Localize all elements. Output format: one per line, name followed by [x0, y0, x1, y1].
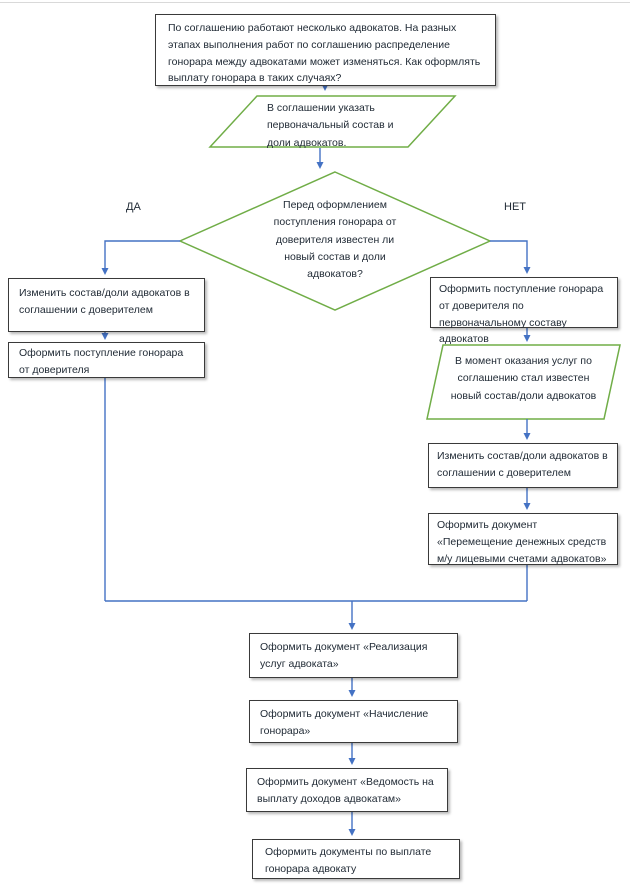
node-initial-composition-text: В соглашении указать первоначальный состав и доли адвокатов.	[267, 102, 394, 149]
node-new-composition-known-text: В момент оказания услуг по соглашению стал известен новый состав/доли адвокатов	[450, 355, 597, 402]
node-no-change-composition: Изменить состав/доли адвокатов в соглашении с доверителем	[428, 443, 618, 488]
node-final-accrual-document: Оформить документ «Начисление гонорара»	[249, 700, 458, 743]
node-yes-register-fee-receipt: Оформить поступление гонорара от доверителя	[8, 342, 205, 378]
connector-decision-yes-branch	[105, 241, 180, 273]
node-final-payout-sheet-document: Оформить документ «Ведомость на выплату доходов адвокатам»	[246, 768, 448, 812]
branch-label-yes: ДА	[126, 201, 141, 213]
node-decision-text: Перед оформлением поступления гонорара от доверителя известен ли новый состав и доли адвокатов?	[273, 199, 397, 281]
node-yes-change-composition: Изменить состав/доли адвокатов в соглашении с доверителем	[8, 278, 205, 332]
node-no-transfer-document: Оформить документ «Перемещение денежных средств м/у лицевыми счетами адвокатов»	[428, 513, 618, 565]
node-final-payment-documents: Оформить документы по выплате гонорара адвокату	[252, 839, 460, 879]
node-final-services-document: Оформить документ «Реализация услуг адвоката»	[249, 633, 458, 678]
connector-decision-no-branch	[490, 241, 527, 272]
branch-label-no: НЕТ	[504, 201, 526, 213]
node-start-question: По соглашению работают несколько адвокатов. На разных этапах выполнения работ по соглашению распределение гонорара между адвокатами может изменяться. Как оформлять выплату гонорара в таких случаях?	[155, 14, 496, 86]
node-no-receipt-initial-composition: Оформить поступление гонорара от доверителя по первоначальному составу адвокатов	[430, 277, 618, 328]
